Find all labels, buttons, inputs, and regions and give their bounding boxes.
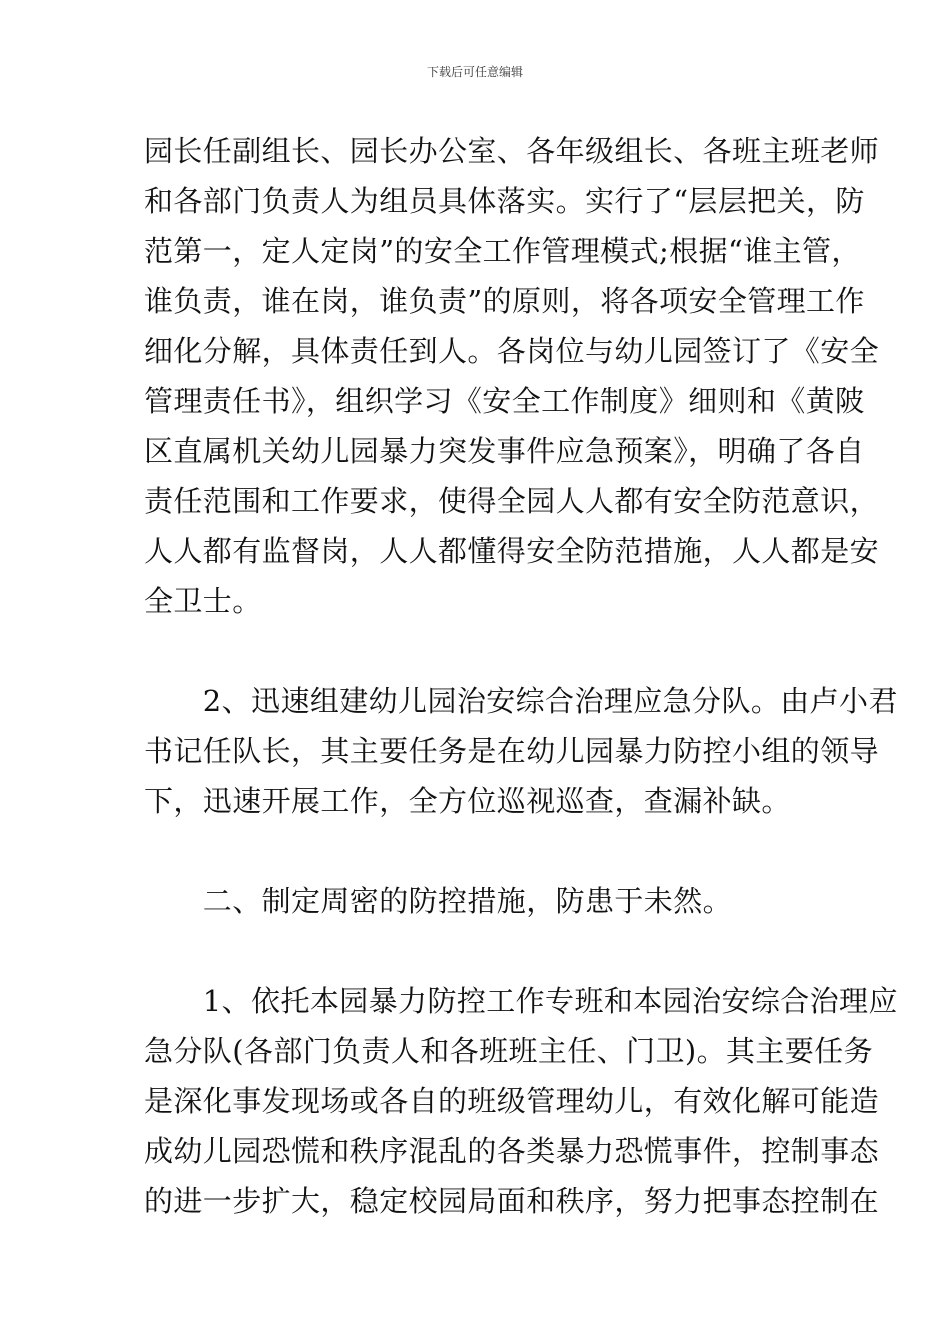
paragraph [144, 976, 898, 1226]
section-heading: 二、制定周密的防控措施，防患于未然。 [144, 884, 733, 918]
text-line: 范第一，定人定岗”的安全工作管理模式;根据“谁主管， [144, 234, 861, 268]
text-line: 是深化事发现场或各自的班级管理幼儿，有效化解可能造 [144, 1084, 880, 1118]
text-line: 谁负责，谁在岗，谁负责”的原则，将各项安全管理工作 [144, 284, 865, 318]
text-line: 2、迅速组建幼儿园治安综合治理应急分队。由卢小君 [144, 684, 898, 718]
text-line: 管理责任书》，组织学习《安全工作制度》细则和《黄陂 [144, 384, 865, 418]
paragraph-gap [144, 926, 810, 976]
text-line: 责任范围和工作要求，使得全园人人都有安全防范意识， [144, 484, 880, 518]
text-line: 园长任副组长、园长办公室、各年级组长、各班主班老师 [144, 134, 880, 168]
text-line: 书记任队长，其主要任务是在幼儿园暴力防控小组的领导 [144, 734, 880, 768]
text-line: 细化分解，具体责任到人。各岗位与幼儿园签订了《安全 [144, 334, 880, 368]
paragraph [144, 676, 898, 826]
paragraph [144, 126, 880, 626]
paragraph-gap [144, 826, 810, 876]
text-line: 下，迅速开展工作，全方位巡视巡查，查漏补缺。 [144, 784, 791, 818]
text-line: 成幼儿园恐慌和秩序混乱的各类暴力恐慌事件，控制事态 [144, 1134, 880, 1168]
text-line: 的进一步扩大，稳定校园局面和秩序，努力把事态控制在 [144, 1184, 880, 1218]
page-header: 下载后可任意编辑 [426, 65, 523, 79]
paragraph [144, 876, 810, 926]
text-line: 人人都有监督岗，人人都懂得安全防范措施，人人都是安 [144, 534, 880, 568]
document-body [144, 126, 898, 1226]
text-line: 1、依托本园暴力防控工作专班和本园治安综合治理应 [144, 984, 898, 1018]
paragraph-gap [144, 626, 810, 676]
text-line: 全卫士。 [144, 584, 262, 618]
text-line: 急分队(各部门负责人和各班班主任、门卫)。其主要任务 [144, 1034, 874, 1068]
text-line: 和各部门负责人为组员具体落实。实行了“层层把关，防 [144, 184, 865, 218]
text-line: 区直属机关幼儿园暴力突发事件应急预案》，明确了各自 [144, 434, 865, 468]
